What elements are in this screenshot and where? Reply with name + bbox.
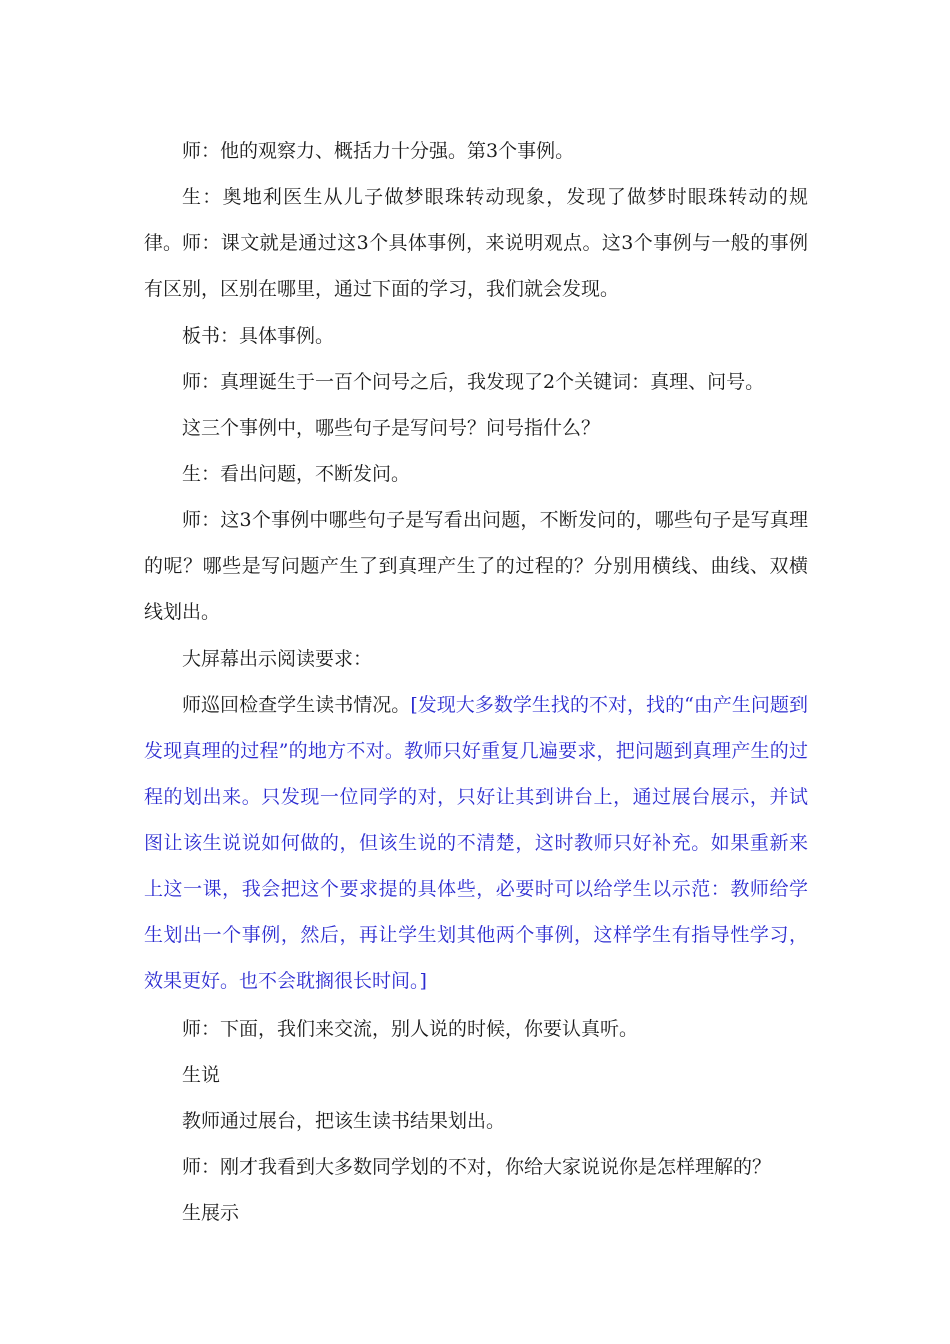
paragraph-13: 教师通过展台，把该生读书结果划出。 <box>182 1110 506 1132</box>
paragraph-12: 生说 <box>182 1064 221 1086</box>
paragraph-9: 大屏幕出示阅读要求： <box>182 648 373 670</box>
paragraph-14: 师：刚才我看到大多数同学划的不对，你给大家说说你是怎样理解的？ <box>182 1156 772 1178</box>
paragraph-2: 生：奥地利医生从儿子做梦眼珠转动现象，发现了做梦时眼珠转动的规律。 <box>144 186 808 254</box>
paragraph-8: 师：这3个事例中哪些句子是写看出问题，不断发问的，哪些句子是写真理的呢？哪些是写问题产生了到真理产生了的过程的？分别用横线、曲线、双横线划出。 <box>144 509 808 623</box>
paragraph-3: 师：课文就是通过这3个具体事例，来说明观点。这3个事例与一般的事例有区别，区别在哪里，通过下面的学习，我们就会发现。 <box>144 232 808 300</box>
paragraph-7: 生：看出问题，不断发问。 <box>182 463 411 485</box>
teacher-reflection-note: [发现大多数学生找的不对，找的“由产生问题到发现真理的过程”的地方不对。教师只好重复几遍要求，把问题到真理产生的过程的划出来。只发现一位同学的对，只好让其到讲台上，通过展台展示，并试图让该生说说如何做的，但该生说的不清楚，这时教师只好补充。如果重新来上这一课，我会把这个要求提的具体些，必要时可以给学生以示范：教师给学生划出一个事例，然后，再让学生划其他两个事例，这样学生有指导性学习，效果更好。也不会耽搁很长时间。] <box>144 694 808 992</box>
paragraph-5: 师：真理诞生于一百个问号之后，我发现了2个关键词：真理、问号。 <box>182 371 765 393</box>
paragraph-6: 这三个事例中，哪些句子是写问号？问号指什么？ <box>182 417 601 439</box>
paragraph-1: 师：他的观察力、概括力十分强。第3个事例。 <box>182 140 575 162</box>
paragraph-10 <box>144 682 808 1004</box>
paragraph-10-text: 师巡回检查学生读书情况。 <box>182 694 411 716</box>
paragraph-4: 板书：具体事例。 <box>182 325 335 347</box>
paragraph-15: 生展示 <box>182 1202 240 1224</box>
paragraph-11: 师：下面，我们来交流，别人说的时候，你要认真听。 <box>182 1018 639 1040</box>
